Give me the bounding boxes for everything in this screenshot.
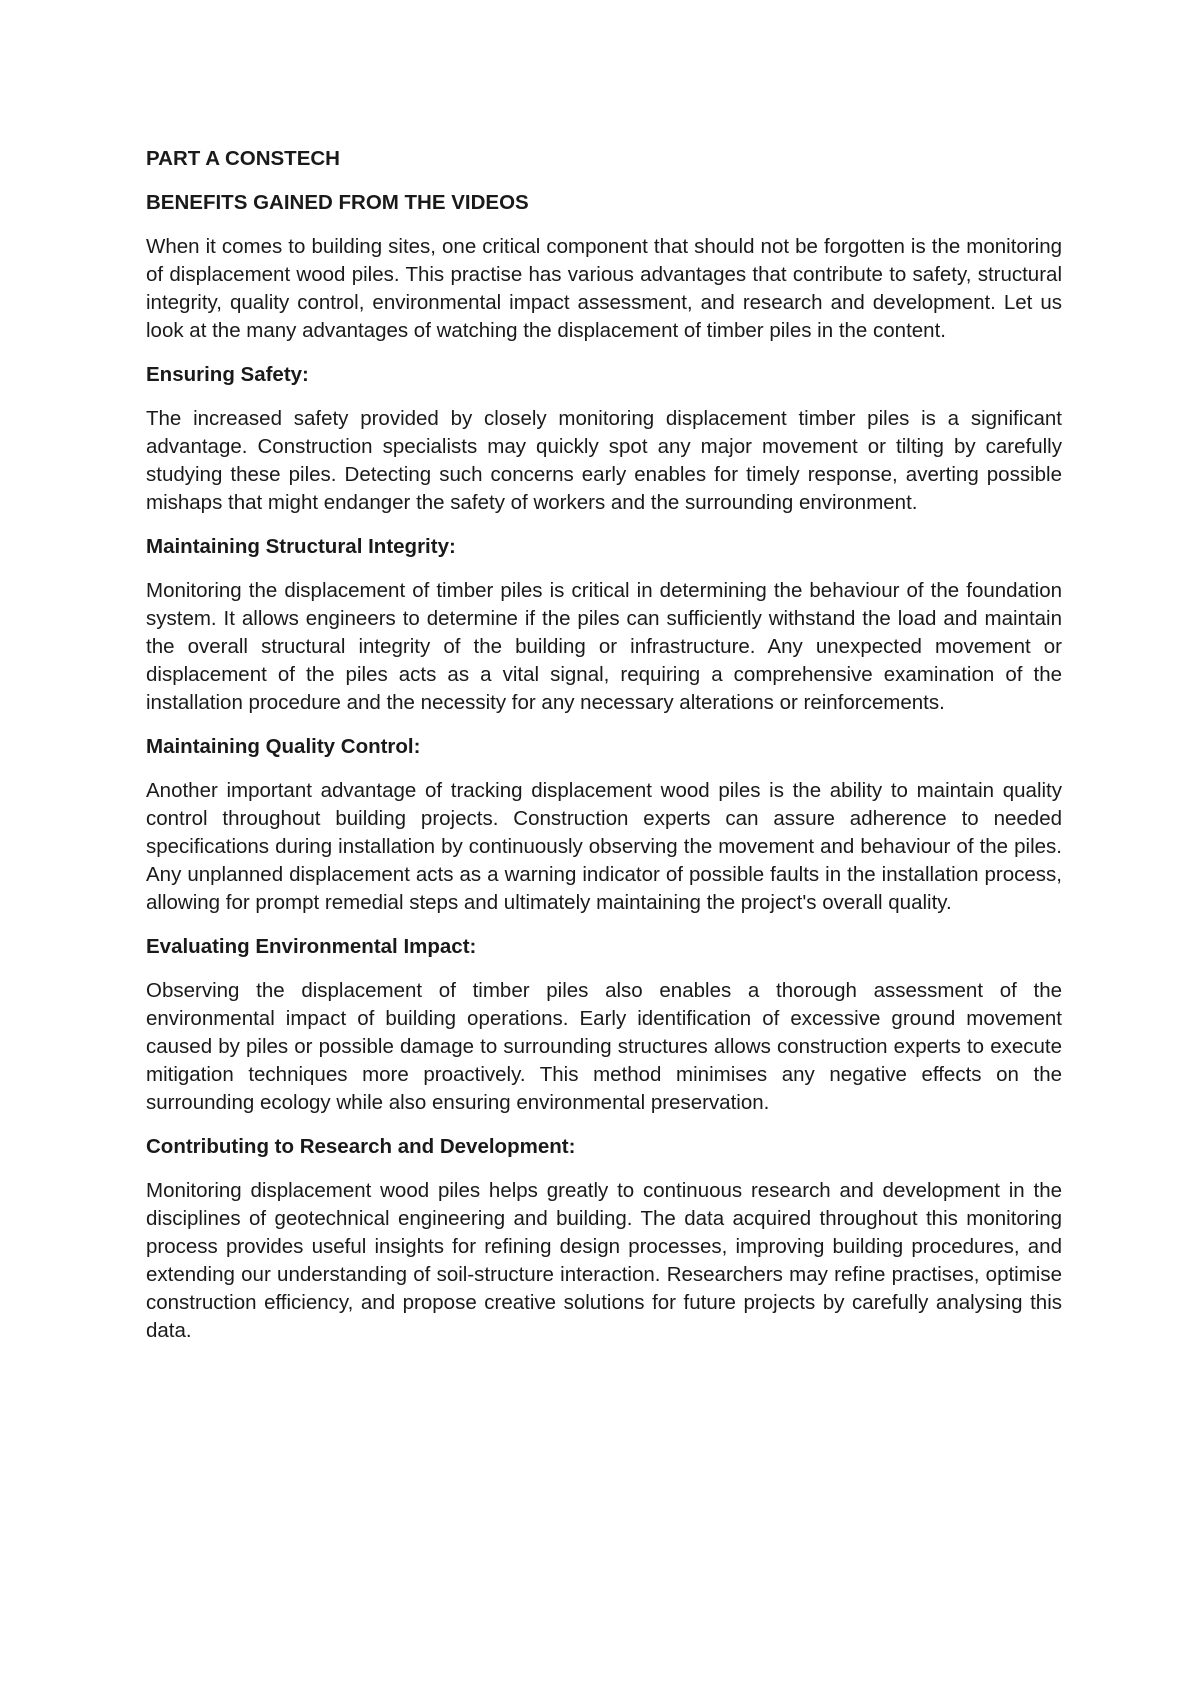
section-heading-environmental-impact: Evaluating Environmental Impact: [146,935,477,958]
section-body-environmental-impact: Observing the displacement of timber piles also enables a thorough assessment of the environmental impact of building operations. Early identification of excessive ground movement caused by piles or possible damage to surrounding structures allows construction experts to execute mitigation techniques more proactively. This method minimises any negative effects on the surrounding ecology while also ensuring environmental preservation. [146,979,1062,1114]
document-page [146,145,1062,1361]
section-heading-research-development: Contributing to Research and Development: [146,1135,576,1158]
section-body-safety: The increased safety provided by closely monitoring displacement timber piles is a significant advantage. Construction specialists may quickly spot any major movement or tilting by carefully studying these piles. Detecting such concerns early enables for timely response, averting possible mishaps that might endanger the safety of workers and the surrounding environment. [146,407,1062,514]
document-subtitle: BENEFITS GAINED FROM THE VIDEOS [146,191,529,214]
section-body-structural-integrity: Monitoring the displacement of timber piles is critical in determining the behaviour of the foundation system. It allows engineers to determine if the piles can sufficiently withstand the load and maintain the overall structural integrity of the building or infrastructure. Any unexpected movement or displacement of the piles acts as a vital signal, requiring a comprehensive examination of the installation procedure and the necessity for any necessary alterations or reinforcements. [146,579,1062,714]
section-heading-quality-control: Maintaining Quality Control: [146,735,421,758]
section-body-research-development: Monitoring displacement wood piles helps greatly to continuous research and development in the disciplines of geotechnical engineering and building. The data acquired throughout this monitoring process provides useful insights for refining design processes, improving building procedures, and extending our understanding of soil-structure interaction. Researchers may refine practises, optimise construction efficiency, and propose creative solutions for future projects by carefully analysing this data. [146,1179,1062,1342]
intro-paragraph: When it comes to building sites, one critical component that should not be forgotten is the monitoring of displacement wood piles. This practise has various advantages that contribute to safety, structural integrity, quality control, environmental impact assessment, and research and development. Let us look at the many advantages of watching the displacement of timber piles in the content. [146,235,1062,342]
section-body-quality-control: Another important advantage of tracking displacement wood piles is the ability to maintain quality control throughout building projects. Construction experts can assure adherence to needed specifications during installation by continuously observing the movement and behaviour of the piles. Any unplanned displacement acts as a warning indicator of possible faults in the installation process, allowing for prompt remedial steps and ultimately maintaining the project's overall quality. [146,779,1062,914]
section-heading-structural-integrity: Maintaining Structural Integrity: [146,535,456,558]
document-title: PART A CONSTECH [146,147,340,170]
section-heading-safety: Ensuring Safety: [146,363,309,386]
